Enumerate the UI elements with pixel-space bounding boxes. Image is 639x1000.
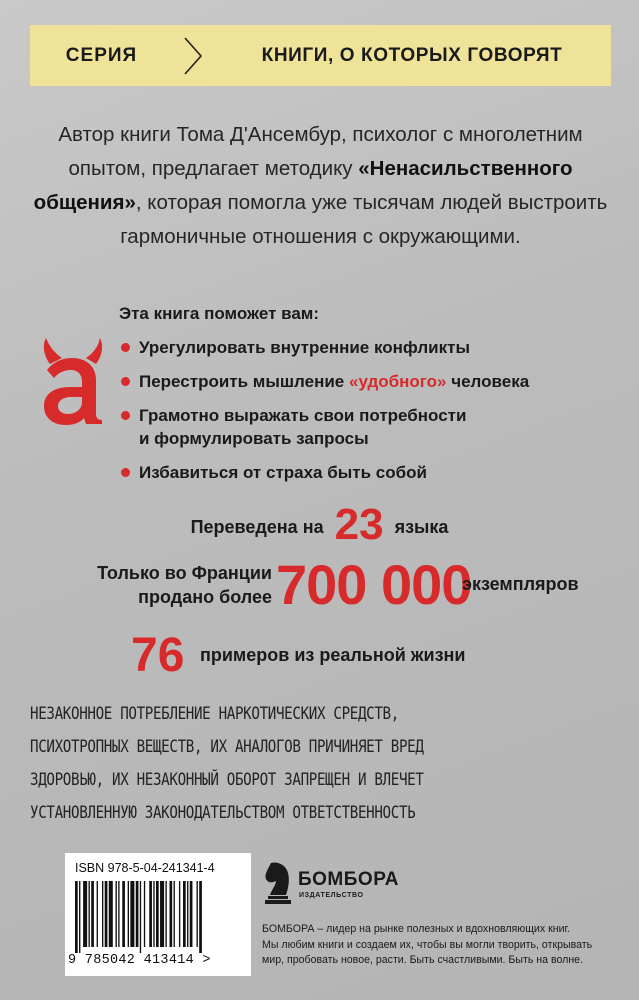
benefit-text: человека bbox=[446, 372, 530, 391]
stat-translations bbox=[0, 500, 639, 550]
warning-line: ЗДОРОВЬЮ, ИХ НЕЗАКОННЫЙ ОБОРОТ ЗАПРЕЩЕН И ВЛЕЧЕТ bbox=[30, 770, 424, 789]
stat-france-suffix: экземпляров bbox=[462, 574, 579, 594]
intro-text-2: , которая помогла уже тысячам людей выстроить гармоничные отношения с окружающими. bbox=[120, 191, 608, 248]
benefits-list bbox=[119, 304, 619, 495]
publisher-desc-line: мир, пробовать новое, расти. Быть счастливыми. Быть на волне. bbox=[262, 954, 584, 966]
publisher-desc-line: БОМБОРА – лидер на рынке полезных и вдохновляющих книг. bbox=[262, 923, 571, 935]
publisher-subtitle: ИЗДАТЕЛЬСТВО bbox=[299, 892, 364, 899]
bullet-icon bbox=[121, 377, 130, 386]
bullet-icon bbox=[121, 411, 130, 420]
stat-france-line2: продано более bbox=[138, 587, 272, 607]
barcode-box bbox=[65, 853, 251, 976]
stat-translations-suffix: языка bbox=[394, 517, 449, 537]
bullet-icon bbox=[121, 468, 130, 477]
benefit-item bbox=[119, 404, 619, 450]
warning-line: УСТАНОВЛЕННУЮ ЗАКОНОДАТЕЛЬСТВОМ ОТВЕТСТВЕННОСТЬ bbox=[30, 803, 416, 822]
series-name: КНИГИ, О КОТОРЫХ ГОВОРЯТ bbox=[261, 44, 563, 66]
publisher-desc-line: Мы любим книги и создаем их, чтобы вы могли творить, открывать bbox=[262, 938, 593, 951]
intro-paragraph bbox=[30, 118, 611, 254]
stat-examples-number: 76 bbox=[131, 629, 185, 682]
benefit-text: Урегулировать внутренние конфликты bbox=[139, 338, 470, 357]
publisher-logo bbox=[262, 855, 592, 915]
benefit-text: Грамотно выражать свои потребности bbox=[139, 406, 467, 425]
stat-france-label bbox=[62, 561, 272, 609]
barcode-digits: 9 785042 413414 > bbox=[68, 953, 211, 968]
devil-a-logo-icon bbox=[36, 334, 108, 426]
barcode-icon bbox=[73, 881, 243, 953]
publisher-name: БОМБОРА bbox=[298, 869, 399, 890]
isbn-text: ISBN 978-5-04-241341-4 bbox=[75, 861, 215, 875]
warning-line: НЕЗАКОННОЕ ПОТРЕБЛЕНИЕ НАРКОТИЧЕСКИХ СРЕДСТВ, bbox=[30, 704, 399, 723]
bullet-icon bbox=[121, 343, 130, 352]
legal-warning bbox=[30, 697, 620, 829]
publisher-description bbox=[262, 922, 622, 969]
benefit-text: и формулировать запросы bbox=[139, 429, 369, 448]
stat-translations-prefix: Переведена на bbox=[190, 517, 324, 537]
series-bar bbox=[30, 25, 611, 86]
intro-text-1: Автор книги Тома Д'Ансембур, психолог с многолетним опытом, предлагает методику bbox=[58, 123, 583, 180]
benefit-text: Перестроить мышление bbox=[139, 372, 349, 391]
stat-translations-number: 23 bbox=[334, 500, 384, 549]
stat-examples-label: примеров из реальной жизни bbox=[200, 645, 466, 665]
stat-france-number: 700 000 bbox=[276, 553, 472, 616]
series-label: СЕРИЯ bbox=[65, 44, 138, 66]
benefits-title: Эта книга поможет вам: bbox=[119, 304, 320, 323]
benefit-item bbox=[119, 461, 619, 484]
benefit-text: Избавиться от страха быть собой bbox=[139, 463, 427, 482]
benefit-highlight: «удобного» bbox=[348, 372, 447, 391]
benefit-item bbox=[119, 336, 619, 359]
chevron-right-icon bbox=[173, 25, 213, 86]
stat-france-line1: Только во Франции bbox=[97, 563, 272, 583]
chess-knight-icon bbox=[262, 859, 294, 907]
benefit-item bbox=[119, 370, 619, 393]
warning-line: ПСИХОТРОПНЫХ ВЕЩЕСТВ, ИХ АНАЛОГОВ ПРИЧИНЯЕТ ВРЕД bbox=[30, 737, 424, 756]
intro-bold-term: «Ненасильственного общения» bbox=[33, 157, 573, 214]
